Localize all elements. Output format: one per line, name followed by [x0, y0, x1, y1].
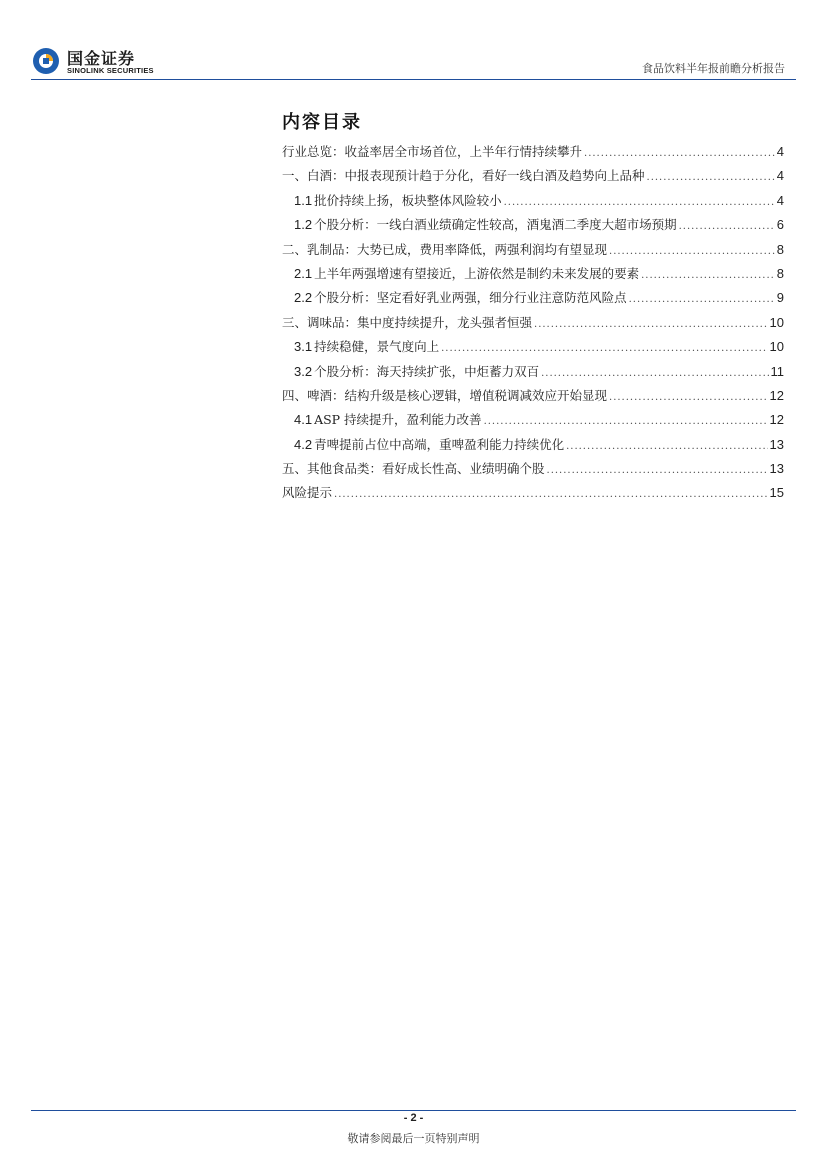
toc-dot-leader — [584, 148, 775, 159]
toc-dot-leader — [441, 343, 767, 354]
page-number: - 2 - — [403, 1112, 424, 1124]
toc-entry[interactable] — [282, 142, 784, 166]
toc-entry[interactable] — [282, 362, 784, 386]
toc-dot-leader — [629, 294, 775, 305]
footer-divider — [31, 1110, 796, 1111]
toc-dot-leader — [547, 465, 768, 476]
toc-dot-leader — [541, 368, 768, 379]
toc-entry-page: 13 — [769, 461, 784, 477]
table-of-contents — [282, 142, 784, 508]
toc-entry-title: 个股分析：海天持续扩张，中炬蓄力双百 — [314, 363, 540, 379]
toc-entry-number: 2.2 — [294, 290, 313, 306]
toc-entry-number: 2.1 — [294, 265, 313, 281]
toc-entry[interactable] — [282, 264, 784, 288]
toc-entry-page: 9 — [776, 290, 784, 306]
toc-entry-number: 1.2 — [294, 217, 313, 233]
toc-entry[interactable] — [282, 459, 784, 483]
toc-entry-page: 4 — [776, 192, 784, 208]
toc-entry-title: 持续稳健，景气度向上 — [314, 339, 440, 355]
toc-entry[interactable] — [282, 166, 784, 190]
logo-english-name: SINOLINK SECURITIES — [67, 66, 154, 75]
toc-entry-page: 8 — [776, 265, 784, 281]
sinolink-logo-icon — [31, 46, 61, 76]
toc-entry-page: 15 — [769, 485, 784, 501]
toc-dot-leader — [647, 172, 775, 183]
toc-entry[interactable] — [282, 410, 784, 434]
toc-entry-title: ASP 持续提升，盈利能力改善 — [314, 412, 482, 428]
toc-entry[interactable] — [282, 215, 784, 239]
toc-entry-page: 13 — [769, 436, 784, 452]
toc-entry-page: 12 — [769, 387, 784, 403]
toc-entry-title: 个股分析：坚定看好乳业两强，细分行业注意防范风险点 — [314, 290, 627, 306]
toc-entry-title: 批价持续上扬，板块整体风险较小 — [314, 192, 502, 208]
toc-entry-title: 上半年两强增速有望接近，上游依然是制约未来发展的要素 — [314, 265, 640, 281]
toc-entry-number: 4.1 — [294, 412, 313, 428]
toc-entry-page: 4 — [776, 168, 784, 184]
toc-dot-leader — [641, 270, 775, 281]
toc-entry-title: 风险提示 — [282, 485, 333, 501]
toc-dot-leader — [566, 441, 767, 452]
toc-entry[interactable] — [282, 313, 784, 337]
toc-entry[interactable] — [282, 240, 784, 264]
toc-dot-leader — [609, 392, 768, 403]
toc-entry-number: 1.1 — [294, 192, 313, 208]
toc-entry-number: 4.2 — [294, 436, 313, 452]
toc-entry[interactable] — [282, 435, 784, 459]
toc-entry-number: 3.1 — [294, 339, 313, 355]
toc-dot-leader — [484, 416, 768, 427]
toc-entry[interactable] — [282, 337, 784, 361]
toc-entry-page: 8 — [776, 241, 784, 257]
report-title: 食品饮料半年报前瞻分析报告 — [642, 62, 785, 75]
toc-entry[interactable] — [282, 191, 784, 215]
toc-entry-title: 个股分析：一线白酒业绩确定性较高，酒鬼酒二季度大超市场预期 — [314, 217, 677, 233]
toc-entry[interactable] — [282, 386, 784, 410]
toc-entry-page: 4 — [776, 144, 784, 159]
toc-dot-leader — [679, 221, 775, 232]
toc-entry-page: 10 — [769, 339, 784, 355]
logo-chinese-name: 国金证券 — [67, 49, 136, 68]
toc-dot-leader — [504, 197, 775, 208]
toc-entry-page: 11 — [770, 363, 784, 379]
toc-entry-title: 五、其他食品类：看好成长性高、业绩明确个股 — [282, 461, 545, 477]
toc-dot-leader — [334, 489, 768, 500]
toc-entry-title: 青啤提前占位中高端，重啤盈利能力持续优化 — [314, 436, 565, 452]
toc-entry[interactable] — [282, 288, 784, 312]
toc-dot-leader — [609, 246, 775, 257]
header-divider — [31, 79, 796, 80]
toc-entry[interactable] — [282, 483, 784, 507]
toc-entry-title: 四、啤酒：结构升级是核心逻辑，增值税调减效应开始显现 — [282, 387, 608, 403]
toc-entry-title: 一、白酒：中报表现预计趋于分化，看好一线白酒及趋势向上品种 — [282, 168, 645, 184]
toc-heading: 内容目录 — [282, 112, 362, 133]
toc-entry-page: 10 — [769, 314, 784, 330]
toc-entry-number: 3.2 — [294, 363, 313, 379]
toc-entry-page: 12 — [769, 412, 784, 428]
toc-entry-title: 二、乳制品：大势已成，费用率降低，两强利润均有望显现 — [282, 241, 608, 257]
toc-entry-title: 行业总览：收益率居全市场首位，上半年行情持续攀升 — [282, 144, 583, 159]
toc-entry-title: 三、调味品：集中度持续提升，龙头强者恒强 — [282, 314, 533, 330]
disclaimer-text: 敬请参阅最后一页特别声明 — [347, 1132, 480, 1145]
toc-entry-page: 6 — [776, 217, 784, 233]
company-logo — [31, 46, 154, 78]
toc-dot-leader — [534, 319, 768, 330]
